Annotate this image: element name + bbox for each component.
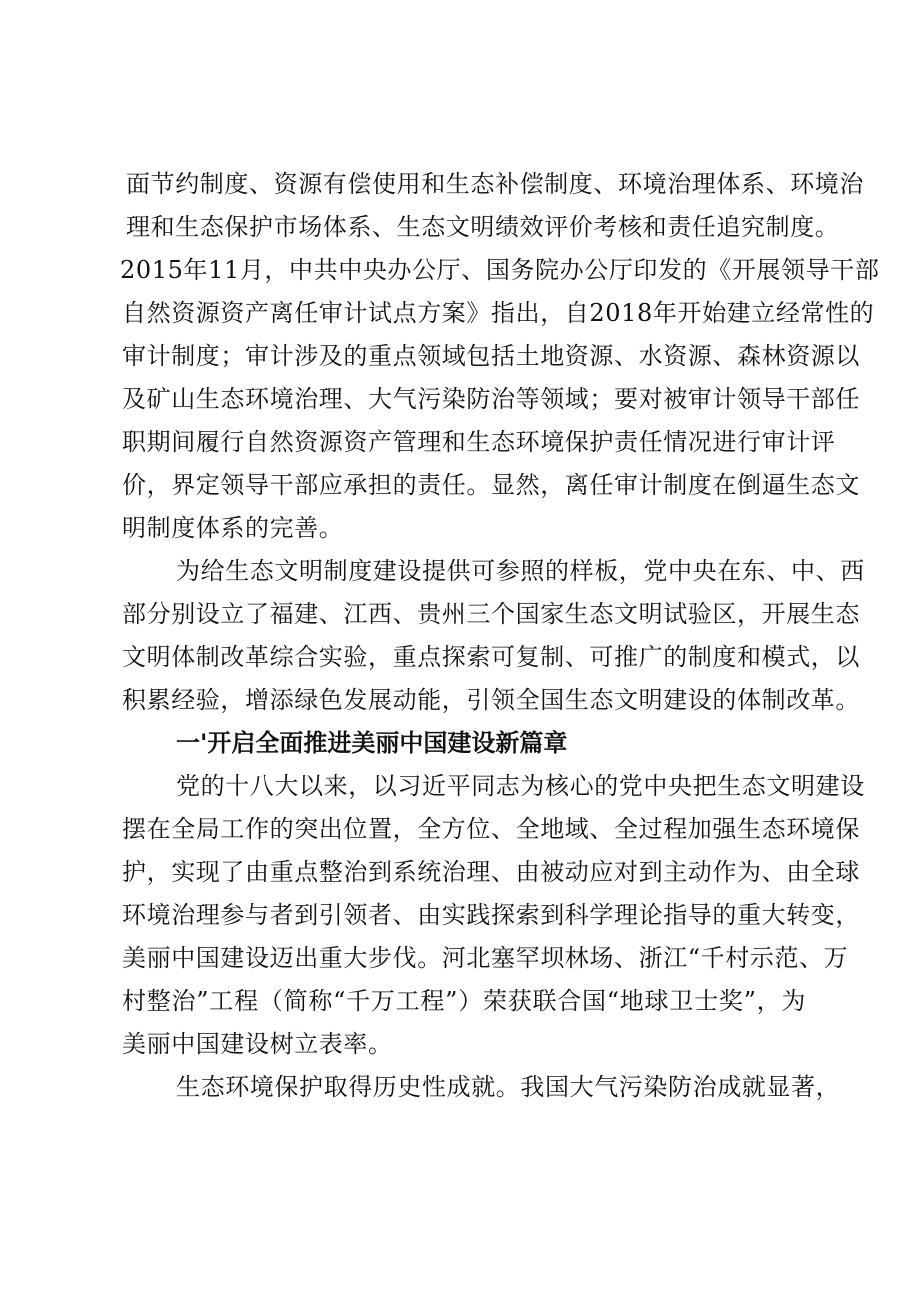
text-line: 明制度体系的完善。 xyxy=(122,514,344,542)
paragraph-first-line: 为给生态文明制度建设提供可参照的样板，党中央在东、中、西 xyxy=(176,557,865,585)
text-line: 自然资源资产离任审计试点方案》指出，自2018年开始建立经常性的 xyxy=(122,299,875,327)
text-line: 美丽中国建设迈出重大步伐。河北塞罕坝林场、浙江“千村示范、万 xyxy=(122,944,849,972)
text-line: 护，实现了由重点整治到系统治理、由被动应对到主动作为、由全球 xyxy=(122,858,860,886)
text-line: 文明体制改革综合实验，重点探索可复制、可推广的制度和模式，以 xyxy=(122,643,860,671)
paragraph-first-line: 生态环境保护取得历史性成就。我国大气污染防治成就显著， xyxy=(176,1073,841,1101)
section-heading: 一'开启全面推进美丽中国建设新篇章 xyxy=(176,729,568,757)
text-line: 2015年11月，中共中央办公厅、国务院办公厅印发的《开展领导干部 xyxy=(120,256,880,284)
text-line: 价，界定领导干部应承担的责任。显然，离任审计制度在倒逼生态文 xyxy=(122,471,860,499)
text-line: 面节约制度、资源有偿使用和生态补偿制度、环境治理体系、环境治 xyxy=(126,170,864,198)
text-line: 及矿山生态环境治理、大气污染防治等领域；要对被审计领导干部任 xyxy=(122,385,860,413)
text-line: 职期间履行自然资源资产管理和生态环境保护责任情况进行审计评 xyxy=(122,428,836,456)
text-line: 环境治理参与者到引领者、由实践探索到科学理论指导的重大转变， xyxy=(122,901,860,929)
text-line: 审计制度；审计涉及的重点领域包括土地资源、水资源、森林资源以 xyxy=(122,342,860,370)
text-line: 摆在全局工作的突出位置，全方位、全地域、全过程加强生态环境保 xyxy=(122,815,860,843)
text-line: 村整治”工程（简称“千万工程”）荣获联合国“地球卫士奖”，为 xyxy=(122,987,806,1015)
paragraph-first-line: 党的十八大以来，以习近平同志为核心的党中央把生态文明建设 xyxy=(176,772,865,800)
text-line: 理和生态保护市场体系、生态文明绩效评价考核和责任追究制度。 xyxy=(126,213,840,241)
text-line: 部分别设立了福建、江西、贵州三个国家生态文明试验区，开展生态 xyxy=(122,600,860,628)
text-line: 美丽中国建设树立表率。 xyxy=(122,1030,393,1058)
text-line: 积累经验，增添绿色发展动能，引领全国生态文明建设的体制改革。 xyxy=(122,686,860,714)
